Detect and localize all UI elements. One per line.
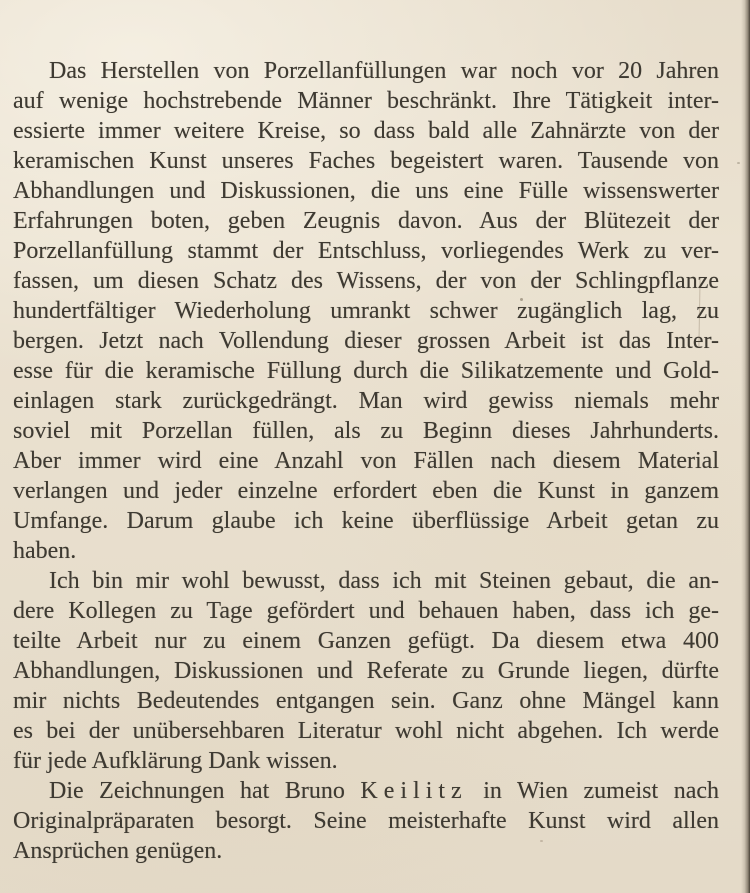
text-line: Abhandlungen und Diskussionen, die uns eine Fülle wissenswerter — [13, 178, 719, 204]
text-line: dere Kollegen zu Tage gefördert und behauen haben, dass ich ge- — [13, 598, 719, 624]
paragraph-1 — [13, 56, 719, 566]
scan-speck — [737, 162, 740, 164]
text-line: es bei der unübersehbaren Literatur wohl nicht abgehen. Ich werde — [13, 718, 719, 744]
text-line: auf wenige hochstrebende Männer beschränkt. Ihre Tätigkeit inter- — [13, 88, 719, 114]
scan-speck — [520, 298, 523, 301]
text-line: verlangen und jeder einzelne erfordert eben die Kunst in ganzem — [13, 478, 719, 504]
scan-speck — [96, 187, 98, 189]
text-line: für jede Aufklärung Dank wissen. — [13, 748, 338, 774]
scan-edge-shadow — [741, 0, 750, 893]
scan-speck — [540, 840, 543, 842]
text-line: Originalpräparaten besorgt. Seine meisterhafte Kunst wird allen — [13, 808, 719, 834]
text-segment: in Wien zumeist nach — [467, 778, 719, 804]
text-line: soviel mit Porzellan füllen, als zu Beginn dieses Jahrhunderts. — [13, 418, 719, 444]
text-line: esse für die keramische Füllung durch die Silikatzemente und Gold- — [13, 358, 719, 384]
text-line: einlagen stark zurückgedrängt. Man wird gewiss niemals mehr — [13, 388, 719, 414]
text-line: teilte Arbeit nur zu einem Ganzen gefügt. Da diesem etwa 400 — [13, 628, 719, 654]
text-line: Umfange. Darum glaube ich keine überflüssige Arbeit getan zu — [13, 508, 719, 534]
text-line: keramischen Kunst unseres Faches begeistert waren. Tausende von — [13, 148, 719, 174]
text-line: hundertfältiger Wiederholung umrankt schwer zugänglich lag, zu — [13, 298, 719, 324]
text-line: Das Herstellen von Porzellanfüllungen war noch vor 20 Jahren — [49, 58, 719, 84]
text-line: Aber immer wird eine Anzahl von Fällen nach diesem Material — [13, 448, 719, 474]
text-line: Porzellanfüllung stammt der Entschluss, vorliegendes Werk zu ver- — [13, 238, 719, 264]
paragraph-3 — [13, 776, 719, 866]
text-line: Ansprüchen genügen. — [13, 838, 223, 864]
text-block — [13, 56, 719, 866]
text-line: Ich bin mir wohl bewusst, dass ich mit Steinen gebaut, die an- — [49, 568, 719, 594]
text-segment: Die Zeichnungen hat Bruno — [49, 778, 361, 804]
paragraph-2 — [13, 566, 719, 776]
artist-name-spaced: Keilitz — [360, 778, 468, 804]
text-line — [13, 776, 719, 806]
text-line: Abhandlungen, Diskussionen und Referate zu Grunde liegen, dürfte — [13, 658, 719, 684]
text-line: Erfahrungen boten, geben Zeugnis davon. Aus der Blütezeit der — [13, 208, 719, 234]
text-line: bergen. Jetzt nach Vollendung dieser grossen Arbeit ist das Inter- — [13, 328, 719, 354]
text-line: haben. — [13, 538, 77, 564]
text-line: essierte immer weitere Kreise, so dass bald alle Zahnärzte von der — [13, 118, 719, 144]
text-line: mir nichts Bedeutendes entgangen sein. Ganz ohne Mängel kann — [13, 688, 719, 714]
text-line: fassen, um diesen Schatz des Wissens, der von der Schlingpflanze — [13, 268, 719, 294]
